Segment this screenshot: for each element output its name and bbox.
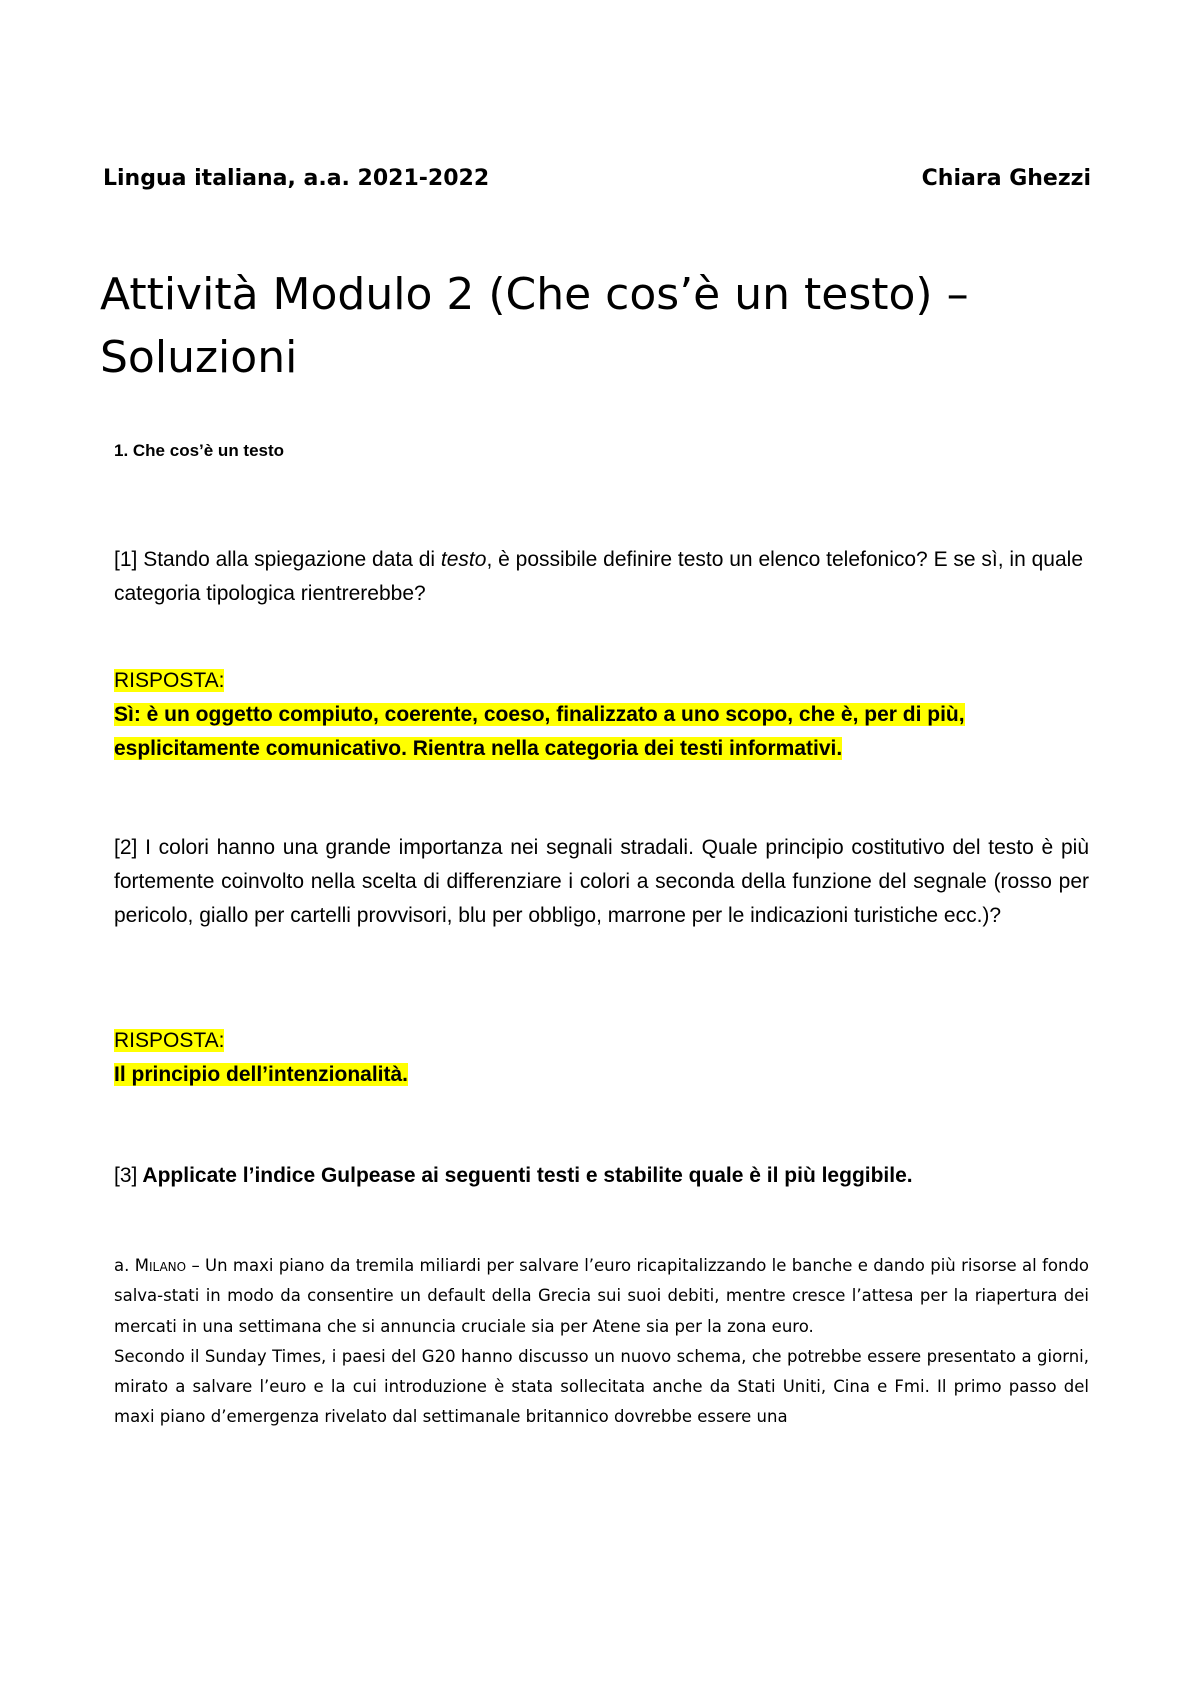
question-2 <box>114 831 1089 933</box>
passage-paragraph: a. Milano – Un maxi piano da tremila miliardi per salvare l’euro ricapitalizzando le banche e dando più risorse al fondo salva-stati in modo da consentire un default della Grecia sui suoi debiti, mentre cresce l’attesa per la riapertura dei mercati in una settimana che si annuncia cruciale sia per Atene sia per la zona euro. <box>114 1256 1090 1336</box>
answer-1-label: RISPOSTA: <box>114 669 225 692</box>
question-1 <box>114 543 1089 611</box>
passage-place: Milano <box>134 1256 187 1275</box>
author-name: Chiara Ghezzi <box>921 166 1091 191</box>
question-number: [3] <box>114 1164 138 1187</box>
answer-line: esplicitamente comunicativo. Rientra nella categoria dei testi informativi. <box>114 737 843 760</box>
document-header <box>103 166 1091 191</box>
question-number: [2] <box>114 836 138 859</box>
question-text: Applicate l’indice Gulpease ai seguenti testi e stabilite quale è il più leggibile. <box>137 1164 913 1187</box>
question-text: I colori hanno una grande importanza nei segnali stradali. Quale principio costitutivo del testo è più fortemente coinvolto nella scelta di differenziare i colori a seconda della funzione del segnale (rosso per pericolo, giallo per cartelli provvisori, blu per obbligo, marrone per le indicazioni turistiche ecc.)? <box>114 836 1089 927</box>
answer-2-text <box>114 1058 1089 1092</box>
section-heading: 1. Che cos’è un testo <box>114 441 285 460</box>
answer-line: Sì: è un oggetto compiuto, coerente, coeso, finalizzato a uno scopo, che è, per di più, <box>114 703 965 726</box>
answer-line: Il principio dell’intenzionalità. <box>114 1063 409 1086</box>
answer-1-text <box>114 698 1089 766</box>
course-info: Lingua italiana, a.a. 2021-2022 <box>103 166 490 191</box>
question-italic-term: testo <box>440 548 487 571</box>
question-number: [1] <box>114 548 138 571</box>
question-text: , è possibile definire testo un elenco telefonico? E se sì, in quale categoria tipologica rientrerebbe? <box>114 548 1083 605</box>
question-3 <box>114 1159 1089 1193</box>
passage-paragraph: Secondo il Sunday Times, i paesi del G20 hanno discusso un nuovo schema, che potrebbe essere presentato a giorni, mirato a salvare l’euro e la cui introduzione è stata sollecitata anche da Stati Uniti, Cina e Fmi. Il primo passo del maxi piano d’emergenza rivelato dal settimanale britannico dovrebbe essere una <box>114 1346 1089 1427</box>
reading-passage <box>114 1251 1089 1433</box>
question-text: Stando alla spiegazione data di <box>137 548 441 571</box>
page-title: Attività Modulo 2 (Che cos’è un testo) – Soluzioni <box>100 269 969 383</box>
answer-2-label: RISPOSTA: <box>114 1029 225 1052</box>
passage-label: a. <box>114 1256 130 1275</box>
